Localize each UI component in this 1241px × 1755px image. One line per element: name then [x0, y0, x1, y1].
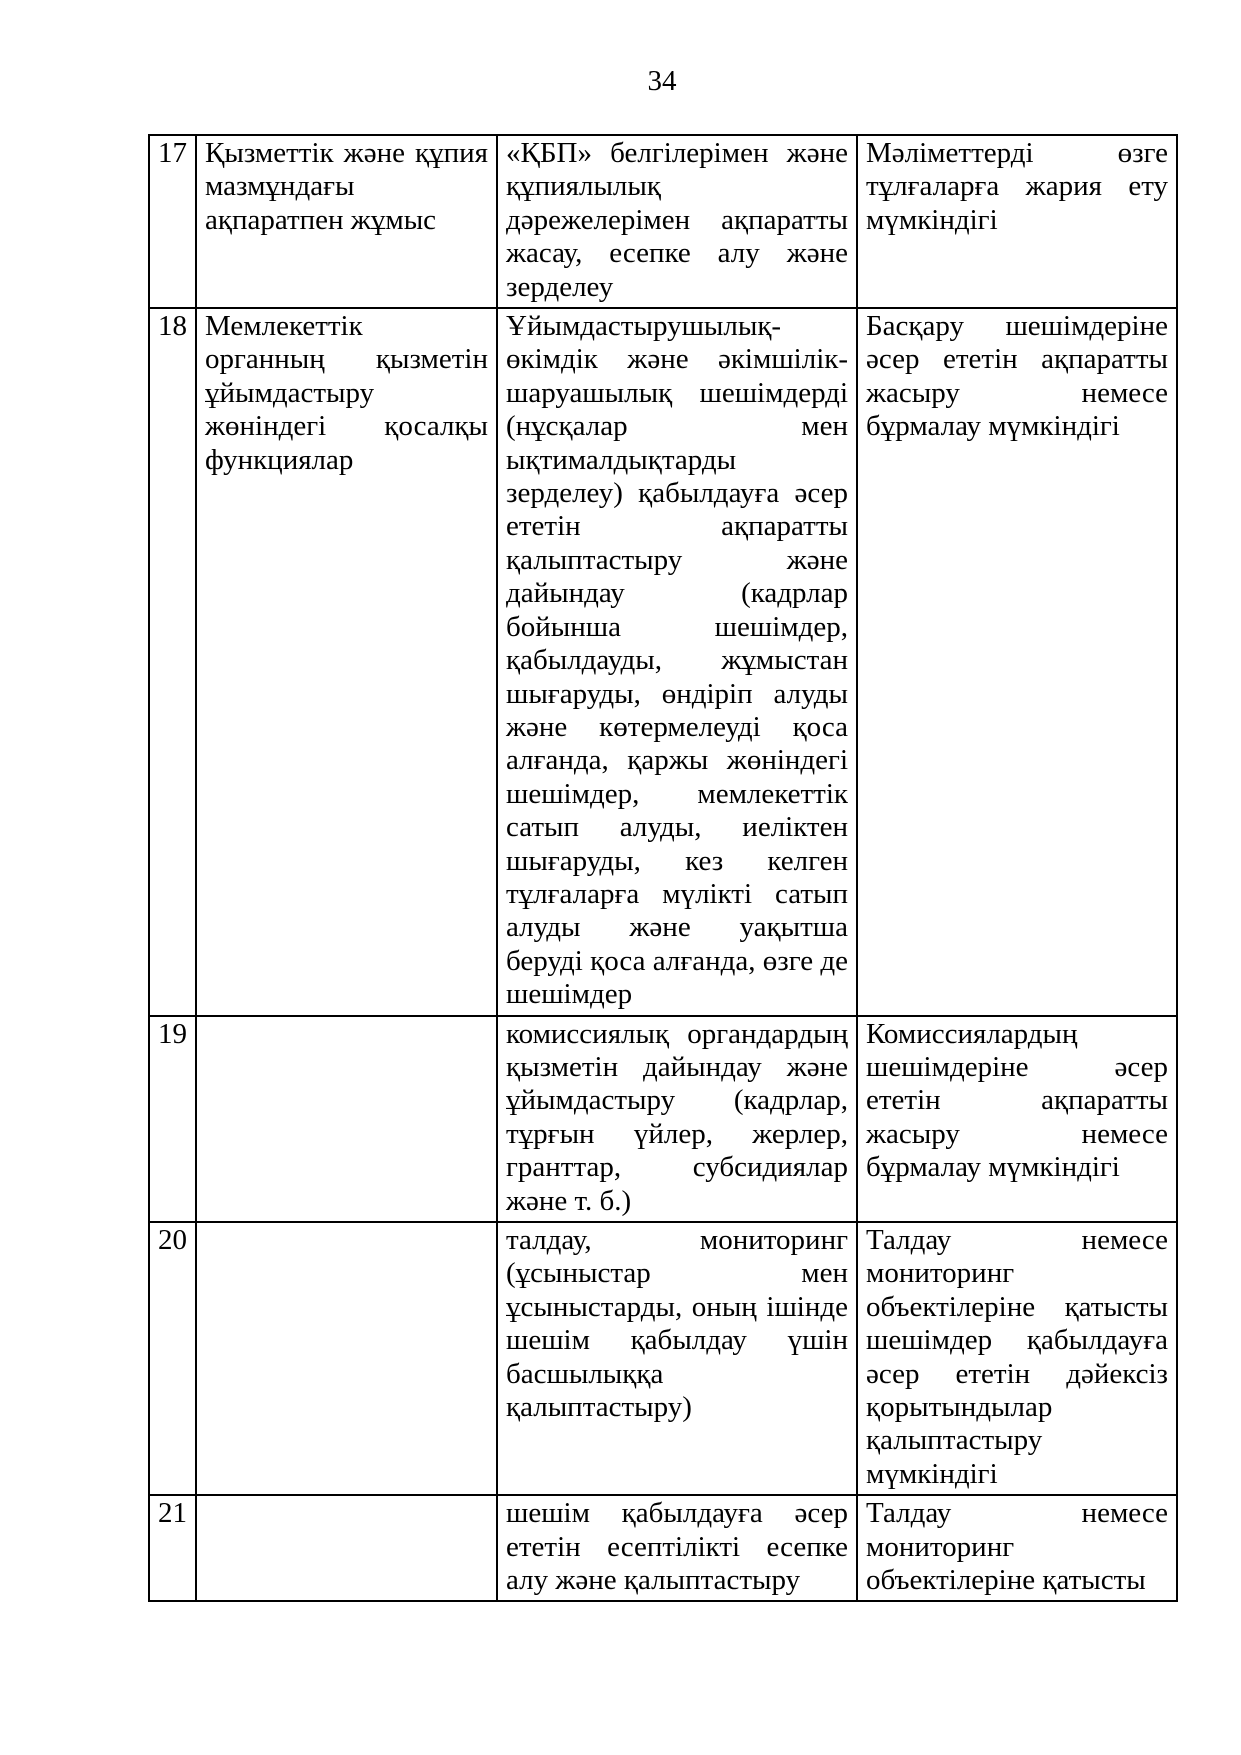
cell-process: шешім қабылдауға әсер ететін есептілікті есепке алу және қалыптастыру — [497, 1495, 857, 1601]
cell-function: Қызметтік және құпия мазмұндағы ақпаратпен жұмыс — [196, 135, 497, 308]
cell-row-number: 17 — [149, 135, 196, 308]
cell-process: комиссиялық органдардың қызметін дайындау және ұйымдастыру (кадрлар, тұрғын үйлер, жерлер, гранттар, субсидиялар және т. б.) — [497, 1016, 857, 1222]
table-row — [149, 1222, 1177, 1495]
cell-function — [196, 1016, 497, 1222]
cell-process: талдау, мониторинг (ұсыныстар мен ұсыныстарды, оның ішінде шешім қабылдау үшін басшылыққа қалыптастыру) — [497, 1222, 857, 1495]
cell-function — [196, 1222, 497, 1495]
table-row — [149, 1495, 1177, 1601]
risk-table — [148, 134, 1178, 1602]
cell-process: Ұйымдастырушылық-өкімдік және әкімшілік-шаруашылық шешімдерді (нұсқалар мен ықтималдықтарды зерделеу) қабылдауға әсер ететін ақпаратты қалыптастыру және дайындау (кадрлар бойынша шешімдер, қабылдауды, жұмыстан шығаруды, өндіріп алуды және көтермелеуді қоса алғанда, қаржы жөніндегі шешімдер, мемлекеттік сатып алуды, иеліктен шығаруды, кез келген тұлғаларға мүлікті сатып алуды және уақытша беруді қоса алғанда, өзге де шешімдер — [497, 308, 857, 1016]
cell-row-number: 18 — [149, 308, 196, 1016]
table-row — [149, 135, 1177, 308]
cell-row-number: 19 — [149, 1016, 196, 1222]
page-number: 34 — [647, 65, 677, 97]
cell-risk: Талдау немесе мониторинг объектілеріне қатысты шешімдер қабылдауға әсер ететін дәйексіз қорытындылар қалыптастыру мүмкіндігі — [857, 1222, 1177, 1495]
table-row — [149, 308, 1177, 1016]
cell-risk: Комиссиялардың шешімдеріне әсер ететін ақпаратты жасыру немесе бұрмалау мүмкіндігі — [857, 1016, 1177, 1222]
cell-risk: Талдау немесе мониторинг объектілеріне қатысты — [857, 1495, 1177, 1601]
cell-function — [196, 1495, 497, 1601]
cell-row-number: 21 — [149, 1495, 196, 1601]
cell-row-number: 20 — [149, 1222, 196, 1495]
cell-process: «ҚБП» белгілерімен және құпиялылық дәрежелерімен ақпаратты жасау, есепке алу және зерделеу — [497, 135, 857, 308]
table-row — [149, 1016, 1177, 1222]
cell-function: Мемлекеттік органның қызметін ұйымдастыру жөніндегі қосалқы функциялар — [196, 308, 497, 1016]
cell-risk: Басқару шешімдеріне әсер ететін ақпаратты жасыру немесе бұрмалау мүмкіндігі — [857, 308, 1177, 1016]
cell-risk: Мәліметтерді өзге тұлғаларға жария ету мүмкіндігі — [857, 135, 1177, 308]
